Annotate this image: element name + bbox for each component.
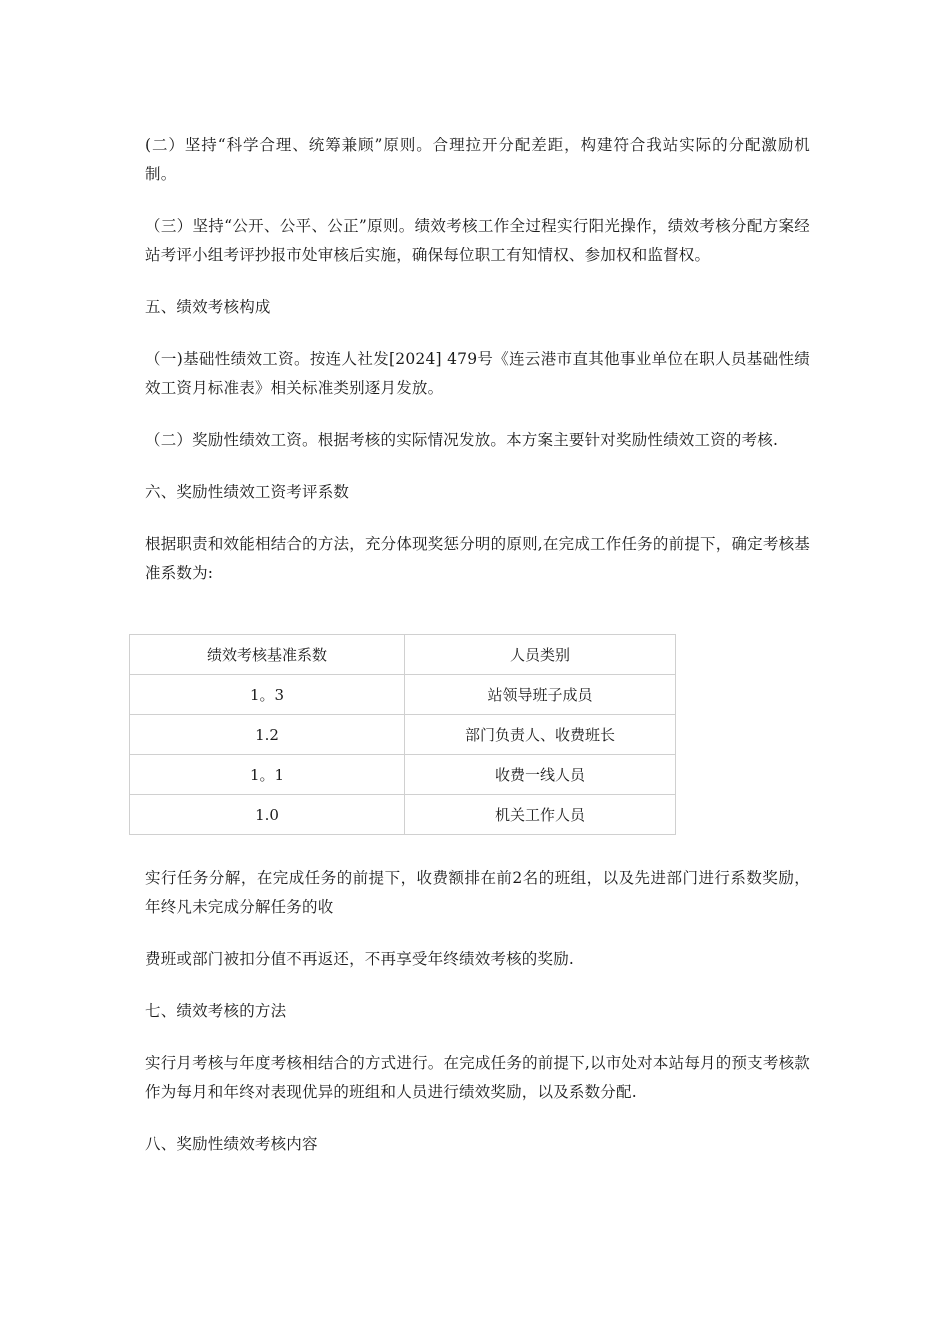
paragraph-coefficient-intro: 根据职责和效能相结合的方法，充分体现奖惩分明的原则,在完成工作任务的前提下，确定考核基准系数为: xyxy=(145,535,810,582)
table-row xyxy=(130,675,676,715)
paragraph-method: 实行月考核与年度考核相结合的方式进行。在完成任务的前提下,以市处对本站每月的预支考核款作为每月和年终对表现优异的班组和人员进行绩效奖励，以及系数分配. xyxy=(145,1054,810,1101)
section-heading-5: 五、绩效考核构成 xyxy=(145,298,271,316)
paragraph-incentive-pay: （二）奖励性绩效工资。根据考核的实际情况发放。本方案主要针对奖励性绩效工资的考核. xyxy=(145,431,779,449)
coefficient-table xyxy=(129,634,676,835)
table-row xyxy=(130,795,676,835)
paragraph-principle-2: (二）坚持“科学合理、统筹兼顾”原则。合理拉开分配差距，构建符合我站实际的分配激励机制。 xyxy=(145,136,810,183)
table-header-cell: 绩效考核基准系数 xyxy=(130,635,405,675)
table-cell: 机关工作人员 xyxy=(405,795,676,835)
section-heading-8: 八、奖励性绩效考核内容 xyxy=(145,1135,318,1153)
table-header-cell: 人员类别 xyxy=(405,635,676,675)
table-row xyxy=(130,715,676,755)
table-cell: 1。1 xyxy=(130,755,405,795)
section-heading-6: 六、奖励性绩效工资考评系数 xyxy=(145,483,350,501)
paragraph-no-refund: 费班或部门被扣分值不再返还，不再享受年终绩效考核的奖励. xyxy=(145,950,575,968)
document-lower xyxy=(145,864,810,1182)
table-cell: 站领导班子成员 xyxy=(405,675,676,715)
table-cell: 部门负责人、收费班长 xyxy=(405,715,676,755)
paragraph-task-breakdown: 实行任务分解，在完成任务的前提下，收费额排在前2名的班组，以及先进部门进行系数奖励，年终凡未完成分解任务的收 xyxy=(145,869,810,916)
paragraph-principle-3: （三）坚持“公开、公平、公正”原则。绩效考核工作全过程实行阳光操作，绩效考核分配方案经站考评小组考评抄报市处审核后实施，确保每位职工有知情权、参加权和监督权。 xyxy=(145,217,810,264)
table-row xyxy=(130,755,676,795)
paragraph-basic-pay: （一)基础性绩效工资。按连人社发[2024] 479号《连云港市直其他事业单位在职人员基础性绩效工资月标准表》相关标准类别逐月发放。 xyxy=(145,350,810,397)
table-cell: 收费一线人员 xyxy=(405,755,676,795)
document-upper xyxy=(145,131,810,611)
table-header-row xyxy=(130,635,676,675)
section-heading-7: 七、绩效考核的方法 xyxy=(145,1002,287,1020)
table-cell: 1。3 xyxy=(130,675,405,715)
table-cell: 1.2 xyxy=(130,715,405,755)
table-cell: 1.0 xyxy=(130,795,405,835)
